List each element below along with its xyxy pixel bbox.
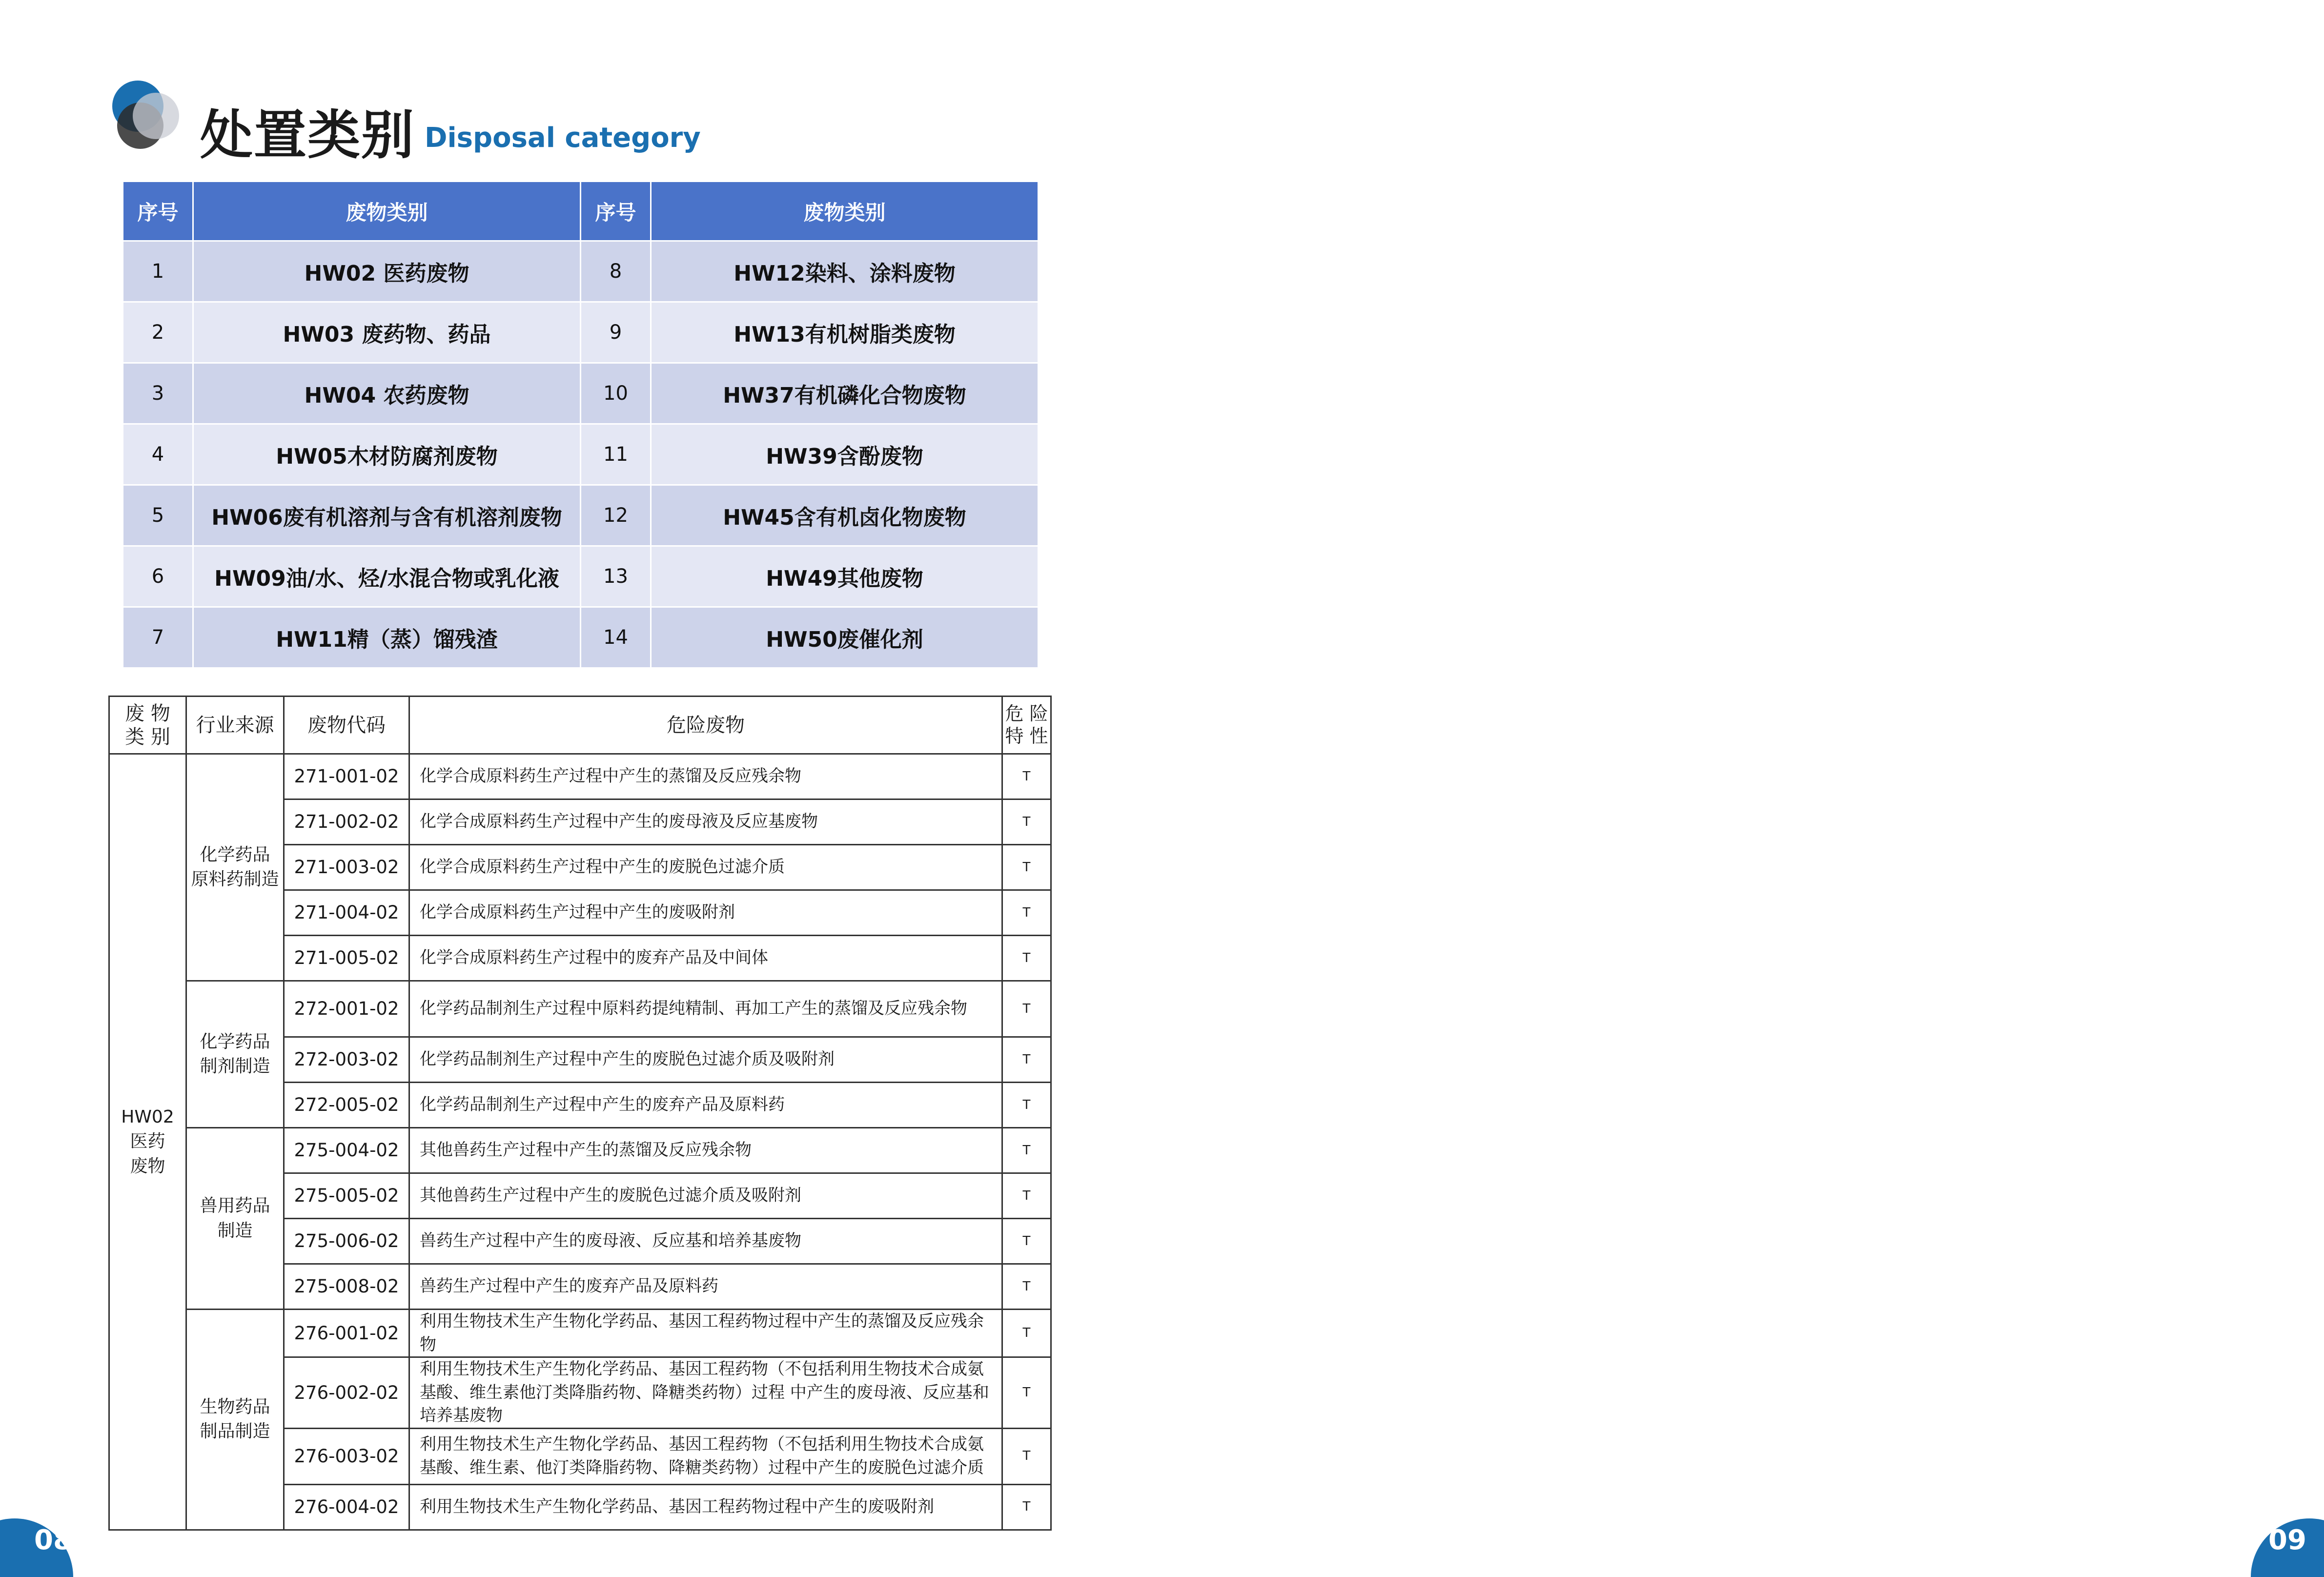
waste-code-cell: 275-004-02: [284, 1128, 409, 1173]
hazardous-waste-cell: 化学药品制剂生产过程中原料药提纯精制、再加工产生的蒸馏及反应残余物: [409, 981, 1002, 1037]
row-number: 9: [581, 302, 651, 363]
row-number: 4: [123, 424, 193, 485]
summary-row: [123, 363, 1039, 424]
hazard-property-cell: T: [1002, 1128, 1051, 1173]
hazard-property-cell: T: [1002, 1173, 1051, 1219]
page-number-badge: [0, 1518, 73, 1577]
summary-row: [123, 424, 1039, 485]
hazard-property-cell: T: [1002, 1037, 1051, 1083]
waste-code-cell: 275-006-02: [284, 1219, 409, 1264]
hazardous-waste-cell: 利用生物技术生产生物化学药品、基因工程药物（不包括利用生物技术合成氨基酸、维生素、他汀类降脂药物、降糖类药物）过程中产生的废脱色过滤介质: [409, 1428, 1002, 1484]
hazardous-waste-table-left: [108, 696, 1052, 1531]
hazardous-waste-cell: 兽药生产过程中产生的废弃产品及原料药: [409, 1264, 1002, 1310]
disposal-summary-table: [122, 181, 1039, 669]
hazardous-waste-cell: 化学合成原料药生产过程中产生的废吸附剂: [409, 890, 1002, 936]
waste-code-cell: 275-008-02: [284, 1264, 409, 1310]
hazardous-waste-cell: 兽药生产过程中产生的废母液、反应基和培养基废物: [409, 1219, 1002, 1264]
hazardous-waste-cell: 化学合成原料药生产过程中产生的蒸馏及反应残余物: [409, 754, 1002, 799]
hazard-property-cell: T: [1002, 936, 1051, 981]
hazard-property-cell: T: [1002, 1310, 1051, 1357]
waste-category: HW45含有机卤化物废物: [651, 485, 1039, 546]
table-row: [109, 1128, 1051, 1173]
hazardous-waste-cell: 其他兽药生产过程中产生的蒸馏及反应残余物: [409, 1128, 1002, 1173]
header-hazardous-waste: 危险废物: [409, 696, 1002, 754]
header-industry-source: 行业来源: [186, 696, 284, 754]
hazard-property-cell: T: [1002, 845, 1051, 890]
waste-category: HW11精（蒸）馏残渣: [193, 607, 581, 668]
waste-category: HW37有机磷化合物废物: [651, 363, 1039, 424]
waste-code-cell: 271-002-02: [284, 799, 409, 845]
col-header-no: 序号: [581, 182, 651, 241]
hazard-property-cell: T: [1002, 1219, 1051, 1264]
waste-category: HW04 农药废物: [193, 363, 581, 424]
row-number: 13: [581, 546, 651, 607]
waste-category: HW49其他废物: [651, 546, 1039, 607]
table-row: [109, 1310, 1051, 1357]
waste-code-cell: 271-001-02: [284, 754, 409, 799]
waste-code-cell: 272-001-02: [284, 981, 409, 1037]
industry-source-cell: 兽用药品 制造: [186, 1128, 284, 1310]
hazard-property-cell: T: [1002, 1357, 1051, 1429]
row-number: 14: [581, 607, 651, 668]
col-header-category: 废物类别: [651, 182, 1039, 241]
waste-code-cell: 275-005-02: [284, 1173, 409, 1219]
summary-row: [123, 485, 1039, 546]
row-number: 1: [123, 241, 193, 302]
right-page: [1162, 0, 2324, 1577]
waste-category: HW09油/水、烃/水混合物或乳化液: [193, 546, 581, 607]
row-number: 7: [123, 607, 193, 668]
waste-code-cell: 272-003-02: [284, 1037, 409, 1083]
hazardous-waste-cell: 化学合成原料药生产过程中的废弃产品及中间体: [409, 936, 1002, 981]
waste-code-cell: 271-005-02: [284, 936, 409, 981]
waste-category: HW03 废药物、药品: [193, 302, 581, 363]
page-number: 09: [2268, 1524, 2306, 1556]
hazard-property-cell: T: [1002, 1428, 1051, 1484]
waste-code-cell: 276-004-02: [284, 1484, 409, 1530]
row-number: 6: [123, 546, 193, 607]
hazardous-waste-cell: 利用生物技术生产生物化学药品、基因工程药物过程中产生的废吸附剂: [409, 1484, 1002, 1530]
waste-category: HW05木材防腐剂废物: [193, 424, 581, 485]
row-number: 11: [581, 424, 651, 485]
page-subtitle: Disposal category: [425, 122, 701, 154]
header-hazard-property: 危 险 特 性: [1002, 696, 1051, 754]
row-number: 12: [581, 485, 651, 546]
row-number: 8: [581, 241, 651, 302]
waste-category: HW50废催化剂: [651, 607, 1039, 668]
waste-category: HW12染料、涂料废物: [651, 241, 1039, 302]
header-waste-code: 废物代码: [284, 696, 409, 754]
header-waste-category: 废 物 类 别: [109, 696, 186, 754]
waste-code-cell: 276-003-02: [284, 1428, 409, 1484]
summary-row: [123, 546, 1039, 607]
waste-code-cell: 272-005-02: [284, 1083, 409, 1128]
summary-row: [123, 607, 1039, 668]
hazard-property-cell: T: [1002, 799, 1051, 845]
hazardous-waste-cell: 利用生物技术生产生物化学药品、基因工程药物过程中产生的蒸馏及反应残余物: [409, 1310, 1002, 1357]
waste-category: HW13有机树脂类废物: [651, 302, 1039, 363]
page-number-badge: [2251, 1518, 2324, 1577]
row-number: 10: [581, 363, 651, 424]
industry-source-cell: 化学药品 制剂制造: [186, 981, 284, 1128]
waste-code-cell: 271-003-02: [284, 845, 409, 890]
hazard-property-cell: T: [1002, 1484, 1051, 1530]
hazardous-waste-cell: 化学合成原料药生产过程中产生的废母液及反应基废物: [409, 799, 1002, 845]
hazardous-waste-cell: 化学药品制剂生产过程中产生的废脱色过滤介质及吸附剂: [409, 1037, 1002, 1083]
row-number: 3: [123, 363, 193, 424]
industry-source-cell: 化学药品 原料药制造: [186, 754, 284, 981]
table-row: [109, 981, 1051, 1037]
row-number: 5: [123, 485, 193, 546]
hazardous-waste-cell: 化学合成原料药生产过程中产生的废脱色过滤介质: [409, 845, 1002, 890]
hazard-property-cell: T: [1002, 981, 1051, 1037]
waste-category: HW06废有机溶剂与含有机溶剂废物: [193, 485, 581, 546]
waste-category: HW39含酚废物: [651, 424, 1039, 485]
table-row: [109, 754, 1051, 799]
waste-code-cell: 276-002-02: [284, 1357, 409, 1429]
summary-row: [123, 241, 1039, 302]
col-header-category: 废物类别: [193, 182, 581, 241]
hazard-property-cell: T: [1002, 754, 1051, 799]
waste-category-cell: HW02 医药 废物: [109, 754, 186, 1530]
waste-code-cell: 276-001-02: [284, 1310, 409, 1357]
hazard-property-cell: T: [1002, 890, 1051, 936]
section-logo-icon: [112, 81, 181, 149]
hazardous-waste-cell: 化学药品制剂生产过程中产生的废弃产品及原料药: [409, 1083, 1002, 1128]
waste-category: HW02 医药废物: [193, 241, 581, 302]
col-header-no: 序号: [123, 182, 193, 241]
hazard-property-cell: T: [1002, 1264, 1051, 1310]
summary-row: [123, 302, 1039, 363]
industry-source-cell: 生物药品 制品制造: [186, 1310, 284, 1530]
waste-code-cell: 271-004-02: [284, 890, 409, 936]
page-title: 处置类别: [200, 105, 415, 166]
page-number: 08: [34, 1524, 72, 1556]
hazardous-waste-cell: 其他兽药生产过程中产生的废脱色过滤介质及吸附剂: [409, 1173, 1002, 1219]
hazardous-waste-cell: 利用生物技术生产生物化学药品、基因工程药物（不包括利用生物技术合成氨基酸、维生素他汀类降脂药物、降糖类药物）过程 中产生的废母液、反应基和培养基废物: [409, 1357, 1002, 1429]
hazard-property-cell: T: [1002, 1083, 1051, 1128]
row-number: 2: [123, 302, 193, 363]
